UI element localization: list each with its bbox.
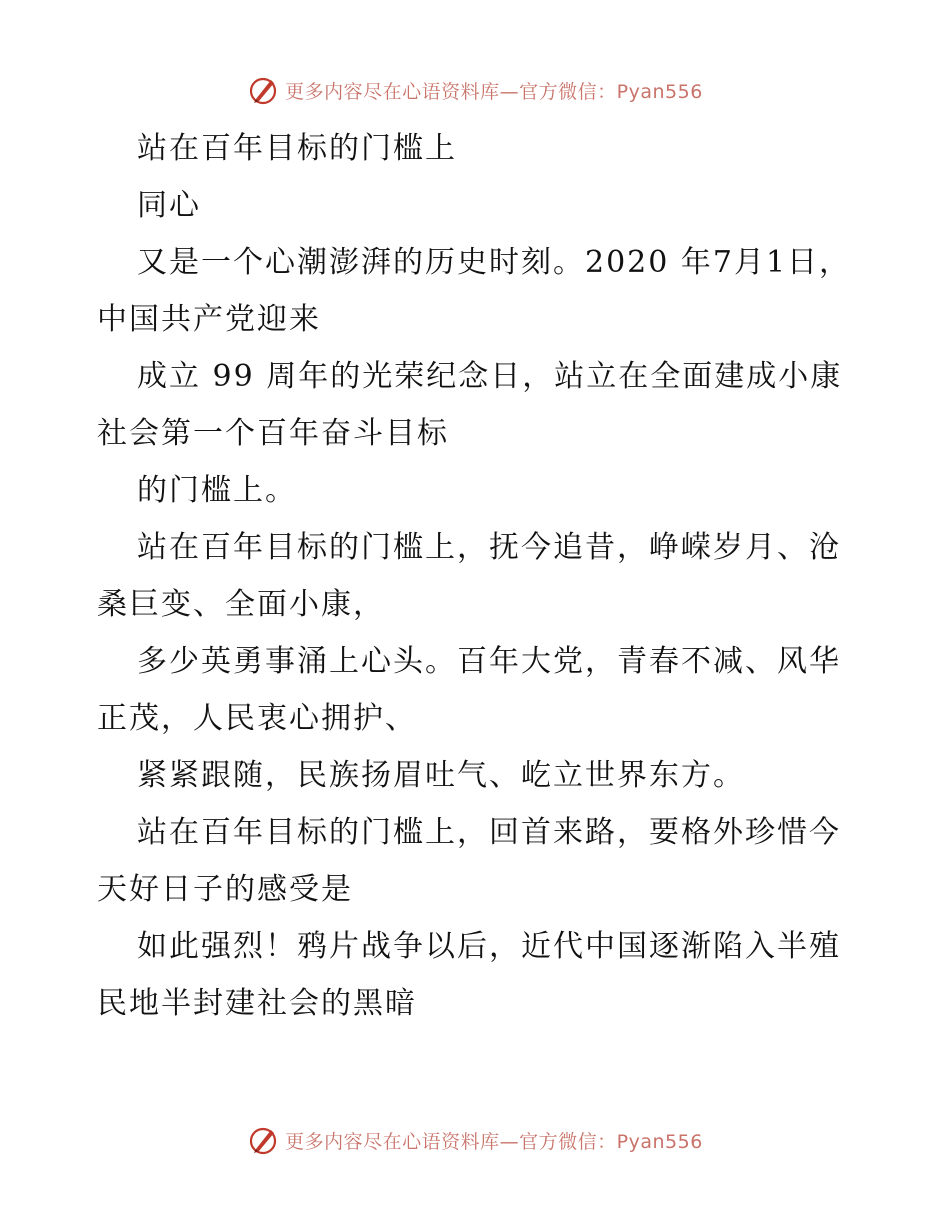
paragraph-line: 站在百年目标的门槛上，回首来路，要格外珍惜今天好日子的感受是 [97,815,841,907]
paragraph-line: 如此强烈！鸦片战争以后，近代中国逐渐陷入半殖民地半封建社会的黑暗 [97,929,841,1021]
quill-pen-logo-icon [247,1124,279,1156]
paragraph-line: 多少英勇事涌上心头。百年大党，青春不减、风华正茂，人民衷心拥护、 [97,644,841,736]
header-watermark-banner [0,70,950,110]
paragraph-line: 又是一个心潮澎湃的历史时刻。2020 年7月1日，中国共产党迎来 [97,245,852,337]
paragraph-line: 站在百年目标的门槛上，抚今追昔，峥嵘岁月、沧桑巨变、全面小康， [97,530,841,622]
document-body [97,120,857,1032]
watermark-text: 更多内容尽在心语资料库—官方微信：Pyan556 [285,80,703,103]
footer-watermark-banner [0,1120,950,1160]
document-author: 同心 [137,188,201,223]
paragraph-line: 成立 99 周年的光荣纪念日，站立在全面建成小康社会第一个百年奋斗目标 [97,359,843,451]
document-title: 站在百年目标的门槛上 [137,131,457,166]
paragraph-line: 紧紧跟随，民族扬眉吐气、屹立世界东方。 [137,758,745,793]
watermark-text: 更多内容尽在心语资料库—官方微信：Pyan556 [285,1130,703,1153]
paragraph-line: 的门槛上。 [137,473,297,508]
quill-pen-logo-icon [247,74,279,106]
